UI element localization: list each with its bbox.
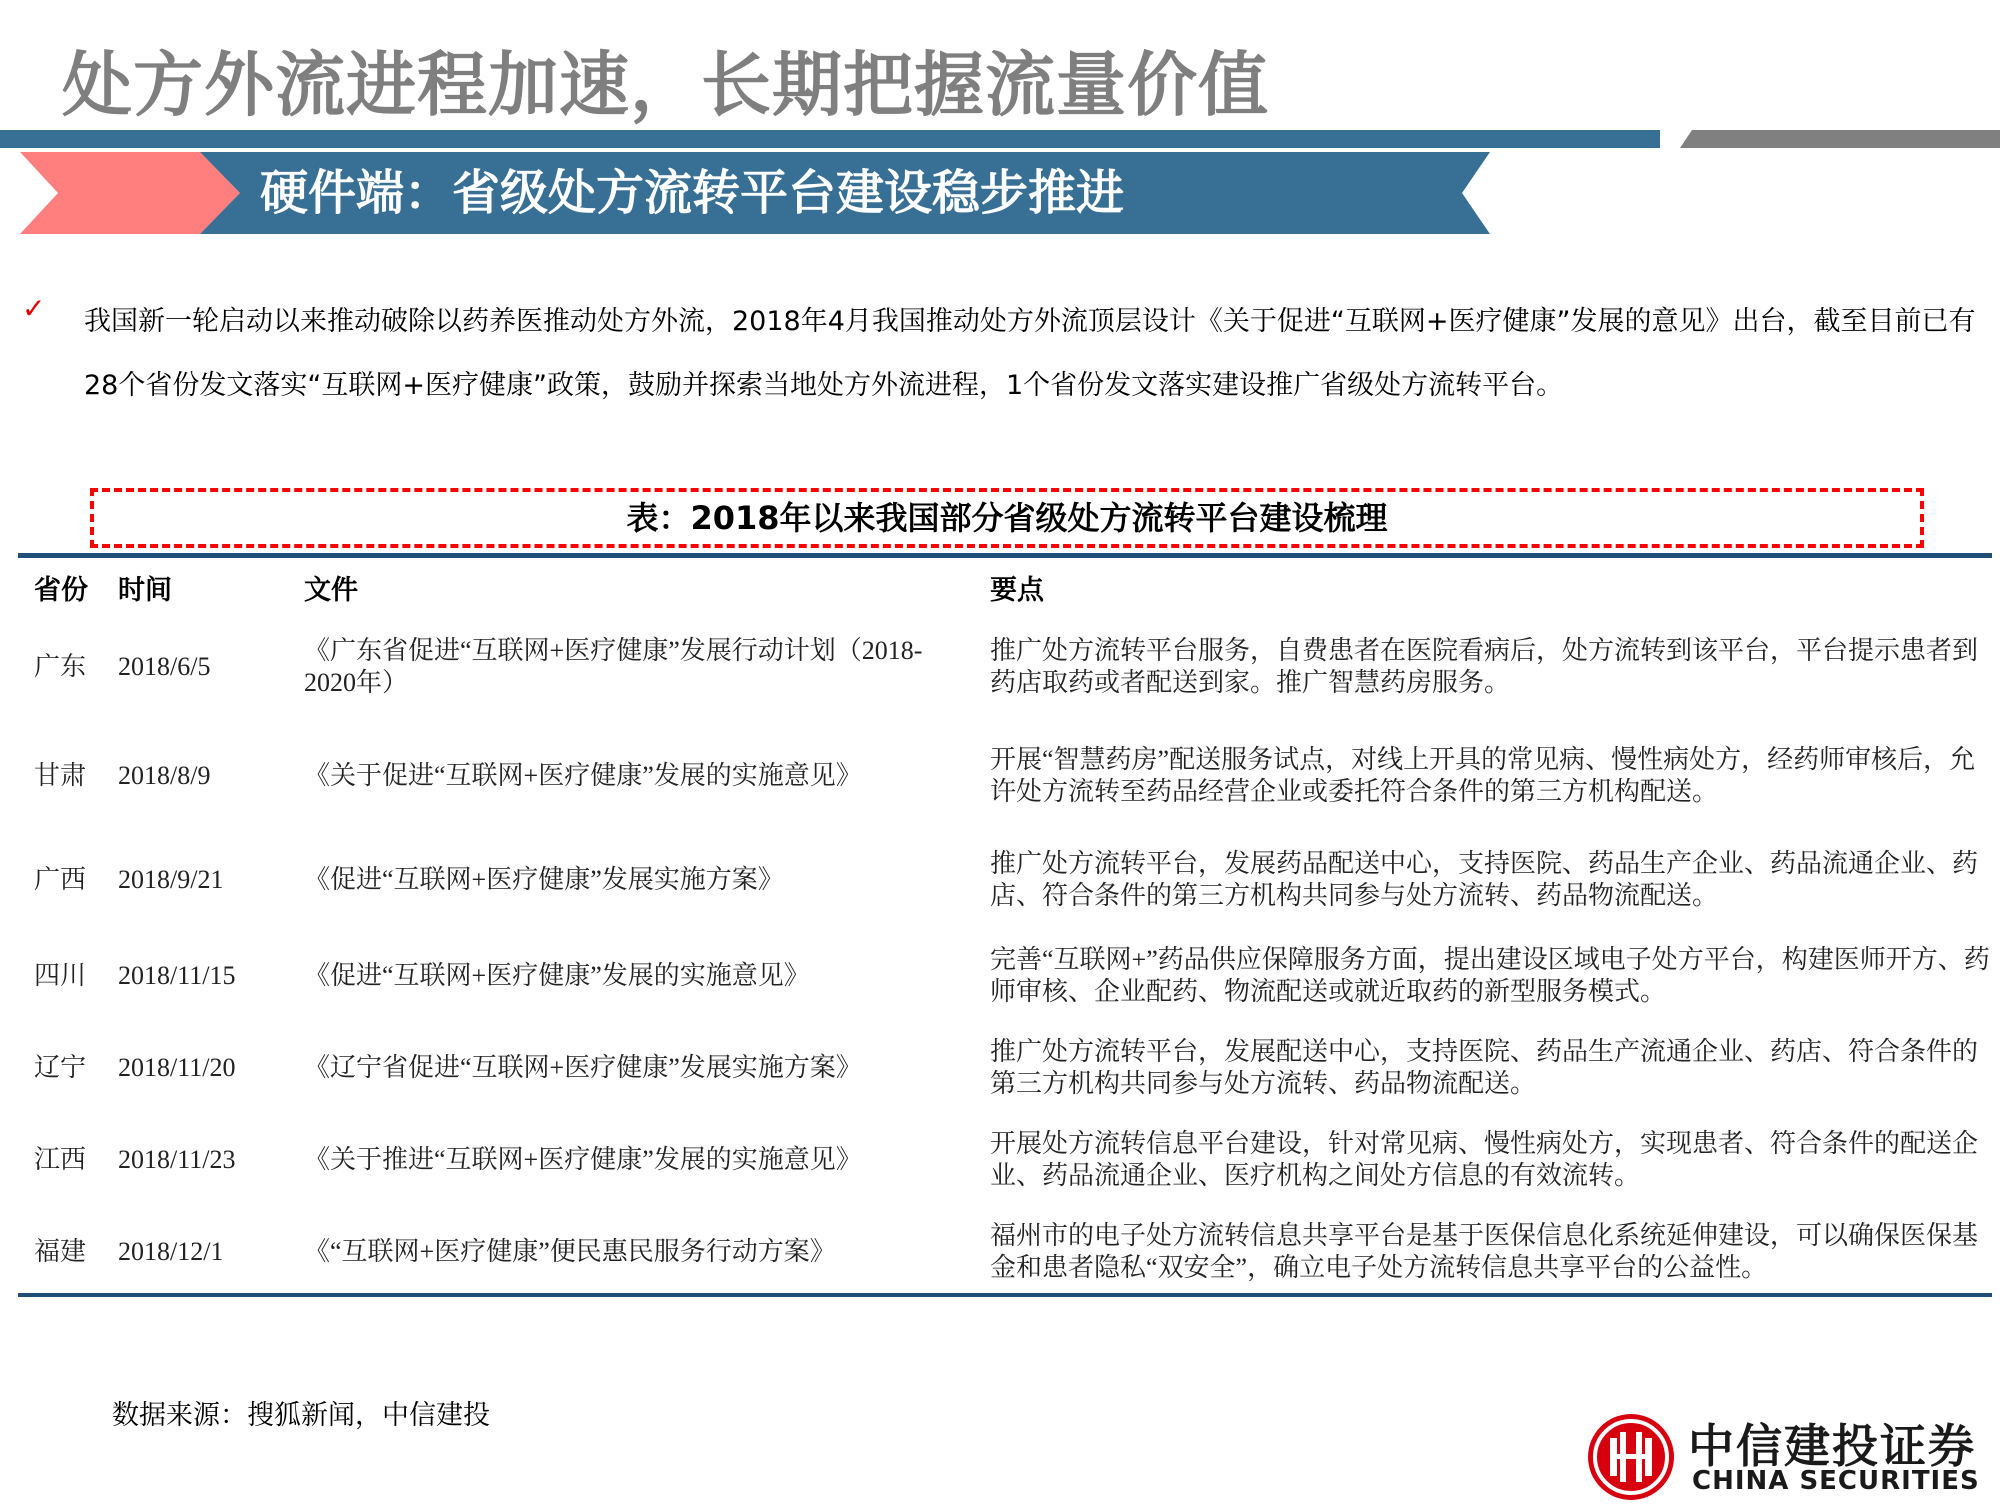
citic-emblem-icon — [1588, 1414, 1674, 1500]
logo-chinese-name: 中信建投证券 — [1688, 1419, 1976, 1473]
title-underline-blue — [0, 130, 1660, 148]
cell-date: 2018/9/21 — [118, 865, 224, 894]
cell-points: 开展“智慧药房”配送服务试点，对线上开具的常见病、慢性病处方，经药师审核后，允许处方流转至药品经营企业或委托符合条件的第三方机构配送。 — [990, 745, 1976, 806]
summary-text: 我国新一轮启动以来推动破除以药养医推动处方外流，2018年4月我国推动处方外流顶层设计《关于促进“互联网+医疗健康”发展的意见》出台，截至目前已有28个省份发文落实“互联网+医疗健康”政策，鼓励并探索当地处方外流进程，1个省份发文落实建设推广省级处方流转平台。 — [84, 306, 1976, 401]
table-row — [18, 830, 1992, 930]
table-row — [18, 612, 1992, 722]
table-top-rule — [18, 553, 1992, 558]
cell-province: 四川 — [34, 961, 87, 990]
section-banner — [20, 152, 1470, 234]
cell-document: 《辽宁省促进“互联网+医疗健康”发展实施方案》 — [304, 1053, 862, 1082]
table-row — [18, 722, 1992, 830]
table-caption: 表：2018年以来我国部分省级处方流转平台建设梳理 — [626, 499, 1388, 537]
data-source-note: 数据来源：搜狐新闻，中信建投 — [112, 1400, 490, 1431]
header-province: 省份 — [34, 574, 88, 606]
cell-points: 推广处方流转平台服务，自费患者在医院看病后，处方流转到该平台，平台提示患者到药店取药或者配送到家。推广智慧药房服务。 — [990, 636, 1979, 697]
cell-document: 《广东省促进“互联网+医疗健康”发展行动计划（2018-2020年） — [304, 636, 923, 697]
title-underline-gray — [1680, 130, 2000, 148]
cell-date: 2018/8/9 — [118, 761, 211, 790]
cell-date: 2018/11/20 — [118, 1053, 236, 1082]
logo-english-name: CHINA SECURITIES — [1692, 1466, 1980, 1496]
table-header-row — [18, 562, 1992, 612]
table-row — [18, 1114, 1992, 1206]
cell-province: 广西 — [34, 865, 87, 894]
page-title: 处方外流进程加速，长期把握流量价值 — [62, 44, 1269, 126]
cell-points: 推广处方流转平台，发展配送中心，支持医院、药品生产流通企业、药店、符合条件的第三方机构共同参与处方流转、药品物流配送。 — [990, 1037, 1979, 1098]
header-date: 时间 — [118, 574, 172, 606]
table-row — [18, 1206, 1992, 1298]
company-logo — [1588, 1410, 2000, 1500]
cell-date: 2018/12/1 — [118, 1237, 224, 1266]
cell-points: 开展处方流转信息平台建设，针对常见病、慢性病处方，实现患者、符合条件的配送企业、药品流通企业、医疗机构之间处方信息的有效流转。 — [990, 1129, 1979, 1190]
cell-document: 《关于促进“互联网+医疗健康”发展的实施意见》 — [304, 761, 862, 790]
header-points: 要点 — [990, 574, 1044, 606]
cell-province: 福建 — [34, 1237, 87, 1266]
cell-document: 《关于推进“互联网+医疗健康”发展的实施意见》 — [304, 1145, 862, 1174]
cell-document: 《促进“互联网+医疗健康”发展实施方案》 — [304, 865, 784, 894]
table-row — [18, 1022, 1992, 1114]
section-heading: 硬件端：省级处方流转平台建设稳步推进 — [260, 165, 1125, 221]
cell-province: 江西 — [34, 1145, 87, 1174]
checkmark-icon: ✓ — [22, 292, 46, 325]
table-caption-box — [90, 488, 1924, 548]
cell-province: 甘肃 — [34, 761, 87, 790]
cell-points: 福州市的电子处方流转信息共享平台是基于医保信息化系统延伸建设，可以确保医保基金和患者隐私“双安全”，确立电子处方流转信息共享平台的公益性。 — [990, 1221, 1979, 1282]
cell-date: 2018/6/5 — [118, 652, 211, 681]
cell-province: 辽宁 — [34, 1053, 87, 1082]
cell-province: 广东 — [34, 652, 87, 681]
cell-date: 2018/11/23 — [118, 1145, 236, 1174]
cell-document: 《“互联网+医疗健康”便民惠民服务行动方案》 — [304, 1237, 836, 1266]
header-document: 文件 — [304, 574, 358, 606]
cell-document: 《促进“互联网+医疗健康”发展的实施意见》 — [304, 961, 810, 990]
banner-arrow-chevron — [20, 152, 240, 234]
cell-points: 完善“互联网+”药品供应保障服务方面，提出建设区域电子处方平台，构建医师开方、药师审核、企业配药、物流配送或就近取药的新型服务模式。 — [990, 945, 1990, 1006]
cell-date: 2018/11/15 — [118, 961, 236, 990]
platform-table — [18, 562, 1992, 1298]
cell-points: 推广处方流转平台，发展药品配送中心，支持医院、药品生产企业、药品流通企业、药店、符合条件的第三方机构共同参与处方流转、药品物流配送。 — [990, 849, 1979, 910]
table-bottom-rule — [18, 1293, 1992, 1297]
summary-bullet — [22, 290, 1982, 418]
table-row — [18, 930, 1992, 1022]
